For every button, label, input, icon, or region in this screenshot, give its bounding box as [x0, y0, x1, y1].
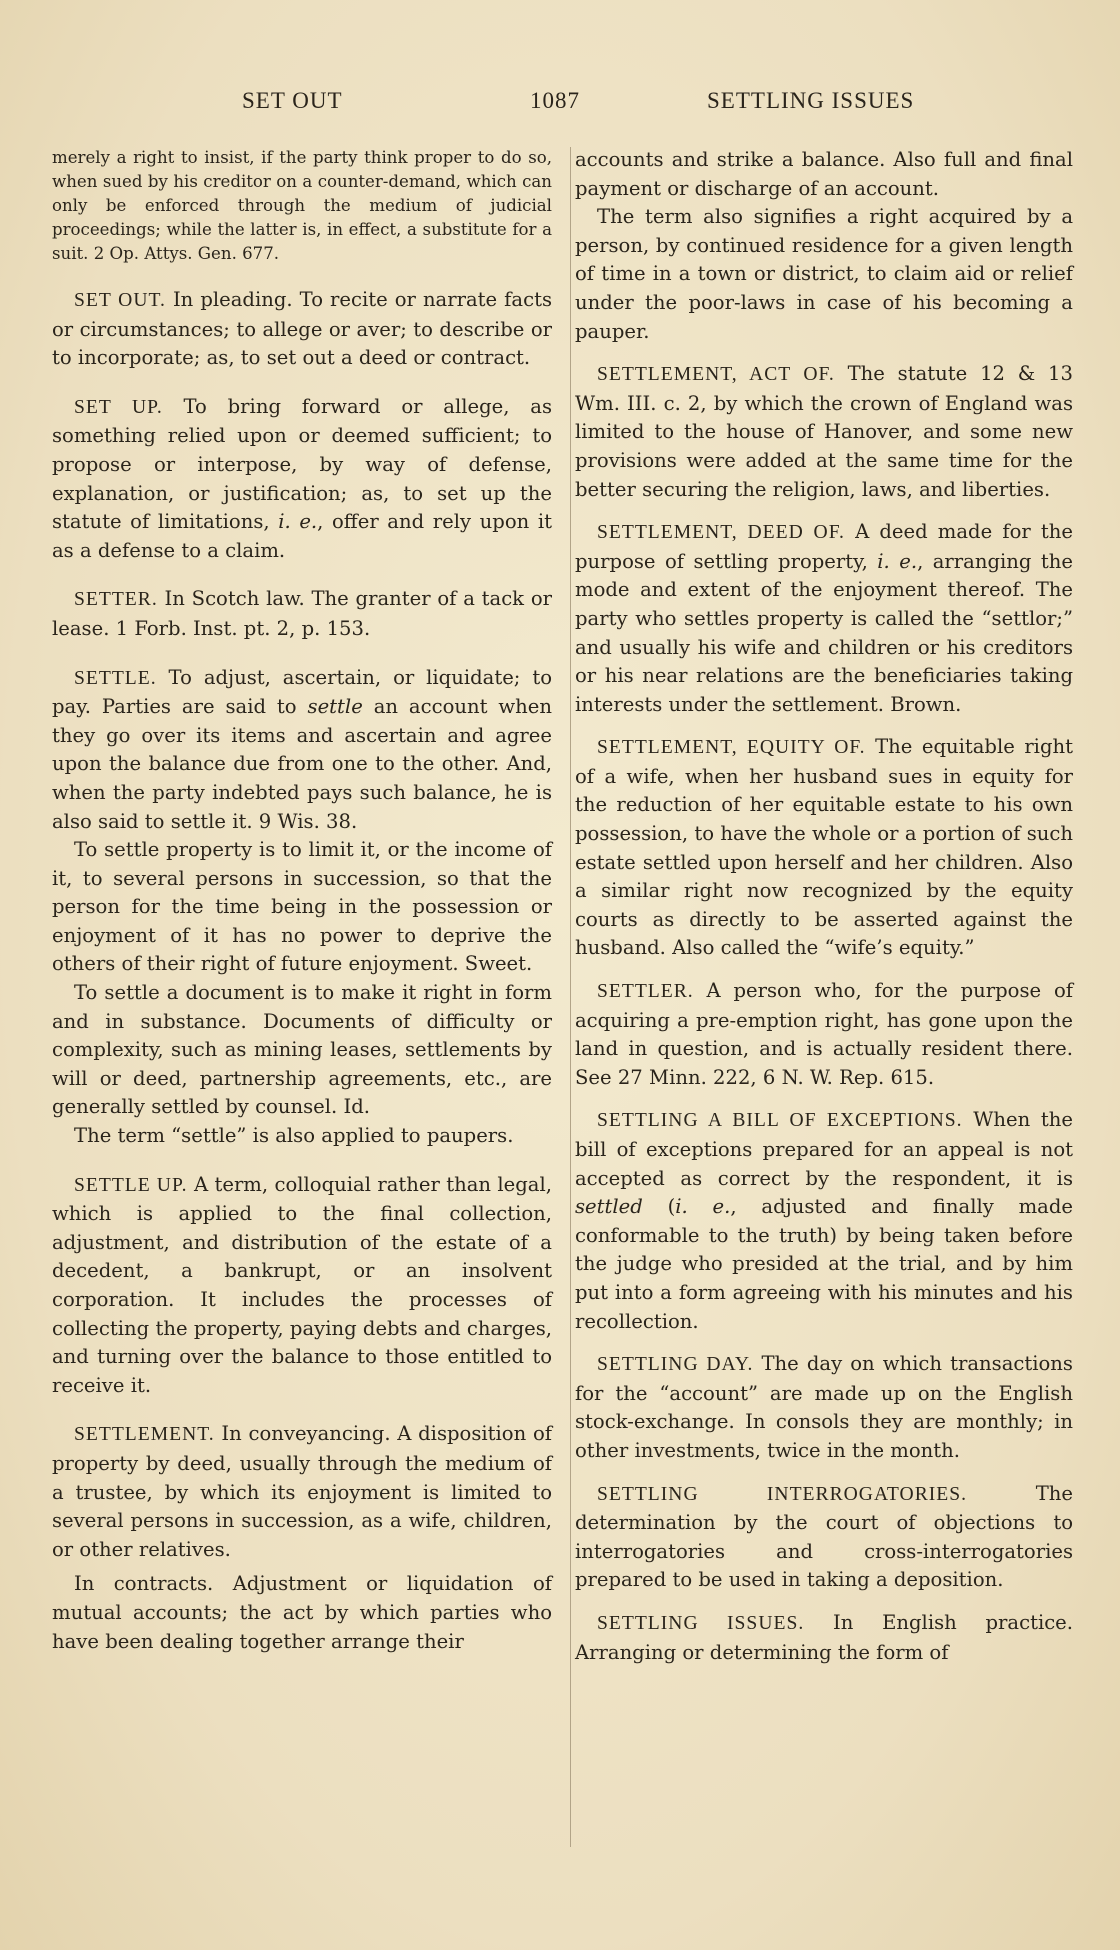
entry-settler	[575, 977, 1073, 1092]
entry-term: SETTLEMENT, EQUITY OF.	[597, 737, 866, 759]
entry-italic: i. e.	[278, 510, 318, 534]
entry-term: SETTLEMENT, DEED OF.	[597, 522, 845, 544]
entry-paragraph: To settle a document is to make it right in form and in substance. Documents of difficulty or complexity, such as mining leases, settlements by will or deed, partnership agreements, etc., are generally settled by counsel. Id.	[52, 981, 552, 1119]
entry-definition: To bring forward or allege, as something relied upon or deemed sufficient; to propose or interpose, by way of defense, explanation, or justification; as, to set up the statute of limitations,	[52, 394, 552, 534]
right-column	[575, 146, 1073, 1667]
page-number: 1087	[530, 88, 580, 113]
entry-definition: (	[642, 1195, 676, 1219]
entry-italic: i. e.	[675, 1195, 731, 1219]
entry-definition: an account when they go over its items and ascertain and agree upon the balance due from one to the other. And, when the party indebted pays such balance, he is also said to settle it. 9 Wis. 38.	[52, 695, 552, 833]
entry-settling-day	[575, 1350, 1073, 1465]
entry-italic: settle	[307, 695, 363, 719]
entry-set-up	[52, 393, 552, 566]
entry-settlement-act-of	[575, 360, 1073, 504]
header-right-guide-word: SETTLING ISSUES	[707, 88, 915, 113]
entry-definition: In pleading. To recite or narrate facts or circumstances; to allege or aver; to describe or to incorporate; as, to set out a deed or contract.	[52, 288, 552, 370]
entry-paragraph: accounts and strike a balance. Also full and final payment or discharge of an account.	[575, 148, 1073, 200]
entry-definition: A deed made for the purpose of settling property,	[575, 520, 1073, 573]
entry-definition: When the bill of exceptions prepared for an appeal is not accepted as correct by the respondent, it is	[575, 1108, 1073, 1190]
entry-definition: The statute 12 & 13 Wm. III. c. 2, by which the crown of England was limited to the house of Hanover, and some new provisions were added at the same time for the better securing the religion, laws, and liberties.	[575, 362, 1073, 501]
entry-term: SETTLE UP.	[74, 1174, 188, 1196]
entry-definition: In conveyancing. A disposition of property by deed, usually through the medium of a trustee, by which its enjoyment is limited to several persons in succession, as a wife, children, or other relatives.	[52, 1422, 552, 1561]
entry-settlement	[52, 1420, 552, 1656]
entry-definition: To adjust, ascertain, or liquidate; to pay. Parties are said to	[52, 665, 552, 719]
entry-paragraph: To settle property is to limit it, or the income of it, to several persons in succession, so that the person for the time being in the possession or enjoyment of it has no power to deprive the others of their right of future enjoyment. Sweet.	[52, 838, 552, 976]
entry-paragraph: The term also signifies a right acquired by a person, by continued residence for a given length of time in a town or district, to claim aid or relief under the poor-laws in case of his becoming a pauper.	[575, 205, 1073, 343]
entry-paragraph	[52, 664, 552, 837]
entry-paragraph	[52, 1420, 552, 1564]
entry-set-out	[52, 286, 552, 373]
left-column	[52, 146, 552, 1656]
entry-settlement-deed-of	[575, 518, 1073, 719]
entry-term: SETTLING INTERROGATORIES.	[597, 1483, 968, 1505]
entry-definition: The equitable right of a wife, when her husband sues in equity for the reduction of her equitable estate to his own possession, to have the whole or a portion of such estate settled upon herself and her children. Also a similar right now recognized by the equity courts as directly to be asserted against the husband. Also called the “wife’s equity.”	[575, 735, 1073, 960]
running-header	[52, 88, 1072, 124]
continuation-text: merely a right to insist, if the party think proper to do so, when sued by his creditor on a counter-demand, which can only be enforced through the medium of judicial proceedings; while the latter is, in effect, a substitute for a suit. 2 Op. Attys. Gen. 677.	[52, 148, 552, 263]
entry-term: SETTLEMENT.	[74, 1424, 215, 1446]
settlement-continuation	[575, 146, 1073, 346]
entry-definition: A person who, for the purpose of acquiring a pre-emption right, has gone upon the land in question, and is actually resident there. See 27 Minn. 222, 6 N. W. Rep. 615.	[575, 979, 1073, 1089]
entry-term: SETTLER.	[597, 981, 694, 1003]
entry-settling-bill-of-exceptions	[575, 1106, 1073, 1336]
entry-term: SETTLING DAY.	[597, 1354, 754, 1376]
entry-settlement-equity-of	[575, 733, 1073, 963]
header-left-guide-word: SET OUT	[242, 88, 343, 113]
entry-setter	[52, 585, 552, 643]
entry-settle-up	[52, 1171, 552, 1401]
entry-term: SET OUT.	[74, 290, 166, 311]
entry-term: SETTLE.	[74, 667, 157, 689]
entry-settling-issues	[575, 1609, 1073, 1667]
entry-paragraph: The term “settle” is also applied to paupers.	[74, 1124, 514, 1148]
entry-definition: , adjusted and finally made conformable to the truth) by being taken before the judge who presided at the trial, and by him put into a form agreeing with his minutes and his recollection.	[575, 1195, 1074, 1333]
entry-italic: i. e.	[877, 549, 918, 573]
entry-definition: The day on which transactions for the “account” are made up on the English stock-exchange. In consols they are monthly; in other investments, twice in the month.	[575, 1352, 1073, 1462]
entry-paragraph: In contracts. Adjustment or liquidation of mutual accounts; the act by which parties who have been dealing together arrange their	[52, 1572, 552, 1653]
entry-term: SETTER.	[74, 589, 158, 611]
column-divider	[570, 147, 571, 1847]
entry-definition: , offer and rely upon it as a defense to a claim.	[52, 510, 552, 562]
entry-term: SETTLING ISSUES.	[597, 1612, 805, 1634]
entry-italic: settled	[575, 1195, 643, 1219]
entry-definition: The determination by the court of objections to interrogatories and cross-interrogatories prepared to be used in taking a deposition.	[575, 1481, 1073, 1592]
entry-definition: , arranging the mode and extent of the enjoyment thereof. The party who settles property is called the “settlor;” and usually his wife and children or his creditors or his near relations are the beneficiaries taking interests under the settlement. Brown.	[575, 549, 1073, 716]
entry-term: SETTLING A BILL OF EXCEPTIONS.	[597, 1110, 963, 1132]
entry-term: SETTLEMENT, ACT OF.	[597, 364, 835, 386]
entry-settle	[52, 664, 552, 1151]
entry-definition: A term, colloquial rather than legal, which is applied to the final collection, adjustment, and distribution of the estate of a decedent, a bankrupt, or an insolvent corporation. It includes the processes of collecting the property, paying debts and charges, and turning over the balance to those entitled to receive it.	[52, 1172, 552, 1397]
entry-settling-interrogatories	[575, 1480, 1073, 1595]
entry-definition: In Scotch law. The granter of a tack or lease. 1 Forb. Inst. pt. 2, p. 153.	[52, 587, 552, 640]
entry-definition: In English practice. Arranging or determining the form of	[575, 1610, 1074, 1664]
entry-term: SET UP.	[74, 396, 163, 418]
